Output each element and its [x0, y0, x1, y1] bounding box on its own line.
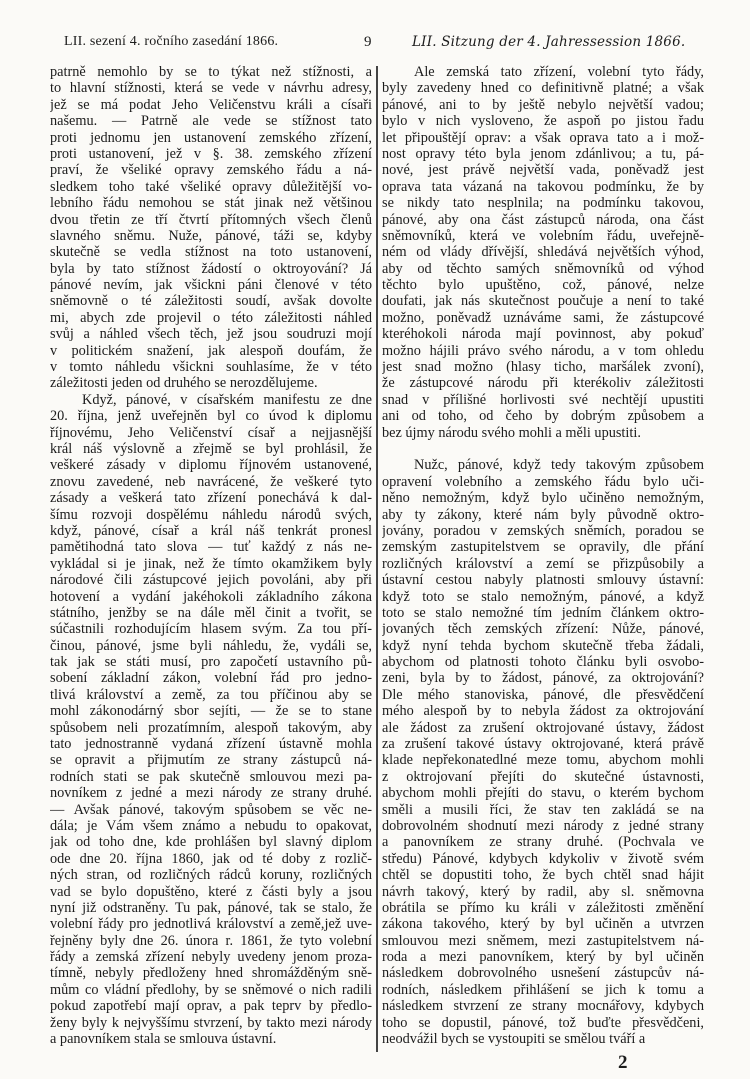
text-line: ném od vlády dřívější, shledává největších výhod, [382, 244, 704, 261]
text-line: zeni, byla by to žádost, pánové, za oktrojování? [382, 670, 704, 687]
text-line: národové čili zástupcové jejich povoláni, aby při [50, 572, 372, 589]
text-line: jest snad možno (hlasy ticho, maršálek zvoní), [382, 359, 704, 376]
text-line: lebního řádu nemohou se stát jinak než většinou [50, 195, 372, 212]
text-line: státního, jenžby se na dále měl činit a tvořit, se [50, 604, 372, 621]
text-line: dobrovolném shodnutí mezi národy z jedné strany [382, 817, 704, 834]
text-line: když nyní tehda bychom skutečně třeba žádali, [382, 637, 704, 654]
text-line: tlivá království a země, za tou příčinou aby se [50, 686, 372, 703]
text-line: Když, pánové, v císařském manifestu ze dne [82, 391, 372, 408]
column-divider [376, 66, 378, 1052]
text-line: slavného sněmu. Nuže, pánové, táži se, kdyby [50, 227, 372, 244]
text-line: ani od toho, od čeho by dobrým způsobem a [382, 408, 704, 425]
text-line: oprava tata vázaná na takovou podmínku, že by [382, 178, 704, 195]
text-line: snad v přílišné horlivosti své nechtějí upustiti [382, 391, 704, 408]
text-line: jež se má podat Jeho Veličenstvu králi a císaři [50, 96, 372, 113]
text-line: rodních stati se pak skutečně smlouvou mezi pa- [50, 768, 372, 785]
text-line: ných stran, od rozličných rádců koruny, rozličných [50, 867, 372, 884]
text-line: praví, že všeliké opravy zemského řádu a ná- [50, 162, 372, 179]
signature-mark: 2 [618, 1052, 628, 1073]
text-line: a panovníkem stala se smlouva ústavní. [50, 1031, 277, 1048]
text-line: pánové, aby ona část zástupců národa, ona část [382, 211, 704, 228]
text-line: roda a mezi panovníkem, který by byl učiněn [382, 949, 704, 966]
text-line: sobení základní zákon, volební řád pro jedno- [50, 670, 372, 687]
text-line: sledkem toho také všeliké opravy důležitější vo- [50, 178, 372, 195]
text-line: Dle mého stanoviska, pánové, dle přesvědčení [382, 686, 704, 703]
text-line: středu) Pánové, kdybych kdykoliv v životě svém [382, 850, 704, 867]
text-line: 20. října, jenž uveřejněn byl co úvod k diplomu [50, 408, 372, 425]
header-german-title: LII. Sitzung der 4. Jahressession 1866. [412, 34, 686, 50]
text-line: ode dne 20. října 1860, jak od té doby z rozlič- [50, 850, 372, 867]
text-line: se opravit a přijmutím ze strany zástupců ná- [50, 752, 372, 769]
text-line: kteréhokoli národa mají povinnost, aby pokuď [382, 326, 704, 343]
text-line: patrně nemohlo by se to týkat než stížnosti, a [50, 64, 372, 80]
text-line: veškeré zásady v diplomu říjnovém ustanovené, [50, 457, 372, 474]
text-line: aby ty zákony, které nám byly původně oktro- [382, 506, 704, 523]
text-line: ale žádost za zrušení oktrojované ústavy, žádost [382, 719, 704, 736]
text-line: mům co vládní předlohy, by se sněmové o nich radili [50, 981, 372, 998]
text-line: toho se dopustil, pánové, tož buďte přesvědčeni, [382, 1014, 704, 1031]
text-line: říjnovému, Jeho Veličenství císař a nejjasnější [50, 424, 372, 441]
text-line: v politickém snažení, jak alespoň doufám, že [50, 342, 372, 359]
text-line: zákona takového, který by byl učiněn a utvrzen [382, 916, 704, 933]
text-line: směli a musili říci, že stav ten zakládá se na [382, 801, 704, 818]
text-line: řády a zemská zřízení nebyly uvedeny jenom proza- [50, 949, 372, 966]
text-line: v tomto náhledu všickni souhlasíme, že v této [50, 359, 372, 376]
text-line: toto se stalo nemožné tím jedním článkem oktro- [382, 604, 704, 621]
text-line: jak od toho dne, kde prohlášen byl slavný diplom [50, 834, 372, 851]
text-line: rozličných království a zemí se přizpůsobily a [382, 555, 704, 572]
text-line: zemským zastupitelstvem se opravily, dle přání [382, 539, 704, 556]
text-line: novníkem z jedné a mezi národy ze strany druhé. [50, 785, 372, 802]
text-line: abychom od platnosti tohoto článku byli osvobo- [382, 654, 704, 671]
text-line: svůj a náhled všech těch, jež jsou soudruzi mojí [50, 326, 372, 343]
text-line: smlouvou mezi sněmem, mezi zastupitelstvem ná- [382, 932, 704, 949]
text-line: bez újmy národu svého mohli a měli upustiti. [382, 424, 641, 441]
text-line: nové, jest právě největší vada, poněvadž jest [382, 162, 704, 179]
text-line: král náš výslovně a zřejmě se byl prohlásil, že [50, 440, 372, 457]
text-line: jovaných těch zemských zřízení: Nůže, pánové, [382, 621, 704, 638]
text-line: pánové, ani to by ještě nebylo největší vadou; [382, 96, 704, 113]
text-line: mi, abych zde projevil o této záležitosti náhled [50, 309, 372, 326]
text-line: súčastnili rozhodujícím hlasem svým. Za tou pří- [50, 621, 372, 638]
text-line: a panovníkem ze strany druhé. (Pochvala ve [382, 834, 704, 851]
text-line: hotovení a vydání jakéhokoli základního zákona [50, 588, 372, 605]
text-line: abychom mohli přejíti do stavu, o kterém bychom [382, 785, 704, 802]
text-line: proti jednomu jen ustanovení zemského zřízení, [50, 129, 372, 146]
text-line: pamětihodná tato slova — tuť každý z nás ne- [50, 539, 372, 556]
text-line: — Avšak pánové, takovým spůsobem se věc ne- [50, 801, 372, 818]
text-line: neodvážil bych se vystoupiti se smělou tváří a [382, 1031, 646, 1048]
page-header [0, 34, 750, 54]
text-line: klade nepřekonatedlné meze tomu, abychom mohli [382, 752, 704, 769]
text-line: když toto se stalo nemožným, pánové, a když [382, 588, 704, 605]
text-line: obrátila se přímo ku králi v záležitosti změnění [382, 899, 704, 916]
text-line: následkem dobrovolného usnešení zástupcův ná- [382, 965, 704, 982]
text-line: pokud zapotřebí mají oprav, a pak teprv by předlo- [50, 998, 372, 1015]
text-line: se nikdy tato nesplnila; na podmínku takovou, [382, 195, 704, 212]
text-line: ústavní cestou nabyly platnosti smlouvy ústavní: [382, 572, 704, 589]
text-line: za zrušení takové ústavy oktrojované, která právě [382, 736, 704, 753]
text-line: byla by tato stížnost žádostí o oktroyování? Já [50, 260, 372, 277]
text-line: nost opravy této byla jenom zdánlivou; a tu, pá- [382, 145, 704, 162]
text-line: sněmovně o té záležitosti soudí, avšak dovolte [50, 293, 372, 310]
left-column [50, 64, 372, 1047]
text-line: dvou třetin ze tří čtvrtí přítomných všech členů [50, 211, 372, 228]
text-line: mého alespoň by to nebyla žádost za oktrojování [382, 703, 704, 720]
text-line: rodních, následkem přihlášení se jich k tomu a [382, 981, 704, 998]
text-line: návrh takový, který by radil, aby sl. sněmovna [382, 883, 704, 900]
text-line: když, pánové, císař a král náš tenkrát pronesl [50, 522, 372, 539]
text-line: našemu. — Patrně ale vede se stížnost tato [50, 113, 372, 130]
text-line: tak jak se státi musí, pro započetí ustavního pů- [50, 654, 372, 671]
text-line: šímu rozvoji dospělému náhledu národů svých, [50, 506, 372, 523]
text-line: proti ustanovení, jež v §. 38. zemského zřízení [50, 145, 372, 162]
text-line: chtěl se dopustiti toho, že bych chtěl snad hájit [382, 867, 704, 884]
text-line: ženy byly k nejvyššímu stvrzení, by takto mezi národy [50, 1014, 372, 1031]
text-line: následkem stvrzení ze strany mocnářovy, kdybych [382, 998, 704, 1015]
text-line: to hlavní stížnosti, která se vede v návrhu adresy, [50, 80, 372, 97]
right-column [382, 64, 704, 1047]
text-line: doufati, jak nás skutečnost poučuje a není to také [382, 293, 704, 310]
page-number: 9 [364, 34, 372, 50]
text-line: pánové nevím, jak všickni páni členové v této [50, 277, 372, 294]
text-line: něno nemožným, když bylo učiněno nemožným, [382, 490, 704, 507]
text-line: aby od těchto samých sněmovníků od výhod [382, 260, 704, 277]
text-line: těchto bylo upuštěno, což, pánové, nelze [382, 277, 704, 294]
text-line: možno hájili právo svého národu, a v tom ohledu [382, 342, 704, 359]
text-line: z oktrojovaní přejíti do skutečné ústavnosti, [382, 768, 704, 785]
text-line: vad se bylo dopuštěno, které z části byly a jsou [50, 883, 372, 900]
text-line: vykládal si je jinak, než že tímto okamžikem byly [50, 555, 372, 572]
text-line: byly zavedeny hned co definitivně platné; a však [382, 80, 704, 97]
text-line: tato jednostranně vydaná zřízení ústavně mohla [50, 736, 372, 753]
text-line: tímně, nebyly předloženy hned shromážděným sně- [50, 965, 372, 982]
text-line: řejněny byly dne 26. února r. 1861, že tyto volební [50, 932, 372, 949]
text-line: let připouštějí oprav: a však oprava tato a i mož- [382, 129, 704, 146]
header-czech-title: LII. sezení 4. ročního zasedání 1866. [64, 34, 279, 49]
paragraph-gap [382, 441, 704, 457]
text-line: Ale zemská tato zřízení, volební tyto řády, [414, 64, 704, 80]
text-line: sněmovníků, která ve volebním řádu, uveřejně- [382, 227, 704, 244]
text-line: mohl zákonodárný sbor sejíti, — že se to stane [50, 703, 372, 720]
text-line: skutečně se vedla stížnost na toto ustanovení, [50, 244, 372, 261]
text-line: dála; je Vám všem známo a nebudu to opakovat, [50, 817, 372, 834]
text-line: činou, pánové, jsme byli náhledu, že, vydáli se, [50, 637, 372, 654]
text-line: opravení volebního a zemského řádu bylo uči- [382, 473, 704, 490]
text-line: spůsobem neli prozatímním, alespoň takovým, aby [50, 719, 372, 736]
text-line: znovu zavedené, neb navrácené, že veškeré tyto [50, 473, 372, 490]
text-line: že zástupcové národu při kterékoliv záležitosti [382, 375, 704, 392]
text-line: možno, poněvadž uznáváme sami, že zástupcové [382, 309, 704, 326]
text-line: jovány, poradou v zemských sněmích, poradou se [382, 522, 704, 539]
text-line: nyní již odstraněny. Tu pak, pánové, tak se stalo, že [50, 899, 372, 916]
text-line: zásady a veškerá tato zřízení ponechává k dal- [50, 490, 372, 507]
text-line: bylo v nich vysloveno, že aspoň po jistou řadu [382, 113, 704, 130]
text-line: záležitosti jeden od druhého se nerozdělujeme. [50, 375, 318, 392]
text-line: volební řády pro jednotlivá království a země,jež uve- [50, 916, 372, 933]
text-line: Nužc, pánové, když tedy takovým způsobem [414, 457, 704, 474]
